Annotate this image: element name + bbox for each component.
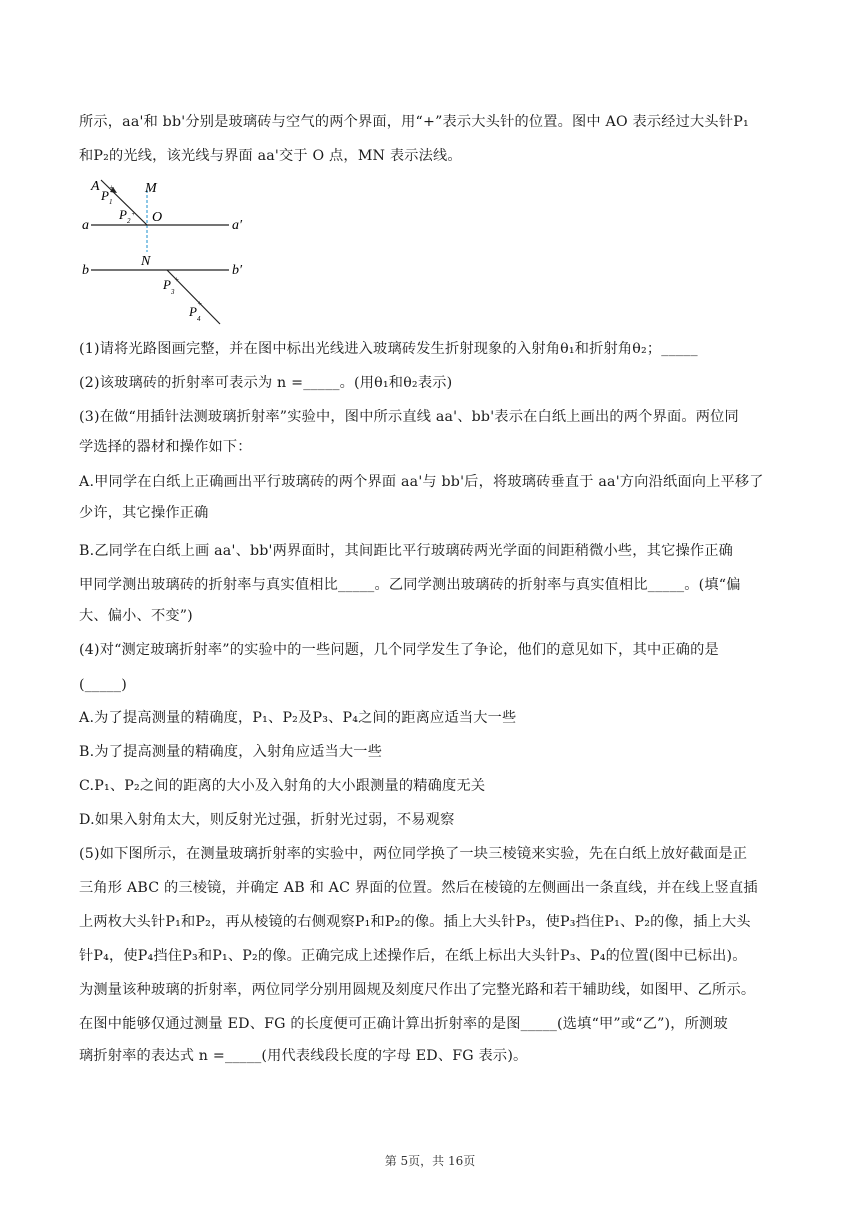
text-line-11: 大、偏小、不变”) xyxy=(79,608,193,624)
page-footer: 第 5页，共 16页 xyxy=(384,1154,476,1168)
label-o: O xyxy=(152,210,163,225)
label-n: N xyxy=(141,254,151,269)
text-line-5: (3)在做“用插针法测玻璃折射率”实验中，图中所示直线 aa'、bb'表示在白纸上画出的两个界面。两位同 xyxy=(79,409,739,425)
text-line-3: (1)请将光路图画完整，并在图中标出光线进入玻璃砖发生折射现象的入射角θ₁和折射角θ₂；_____ xyxy=(79,341,698,357)
text-line-18: (5)如下图所示，在测量玻璃折射率的实验中，两位同学换了一块三棱镜来实验，先在白纸上放好截面是正 xyxy=(79,846,748,862)
text-line-20: 上两枚大头针P₁和P₂，再从棱镜的右侧观察P₁和P₂的像。插上大头针P₃，使P₃挡住P₁、P₂的像，插上大头 xyxy=(79,914,751,930)
label-p1-sub: 1 xyxy=(109,198,113,206)
label-p4-sub: 4 xyxy=(197,315,201,323)
pin-mark-p2: + xyxy=(131,209,137,218)
pin-mark-p4: + xyxy=(197,299,203,308)
text-line-1: 所示，aa'和 bb'分别是玻璃砖与空气的两个界面，用“+”表示大头针的位置。图中 AO 表示经过大头针P₁ xyxy=(79,114,749,130)
text-line-7: A.甲同学在白纸上正确画出平行玻璃砖的两个界面 aa'与 bb'后，将玻璃砖垂直于 aa'方向沿纸面向上平移了 xyxy=(79,474,764,490)
label-p2-sub: 2 xyxy=(127,217,131,225)
label-m: M xyxy=(145,181,157,196)
text-line-10: 甲同学测出玻璃砖的折射率与真实值相比_____。乙同学测出玻璃砖的折射率与真实值相比_____。(填“偏 xyxy=(79,577,741,593)
label-a-point: A xyxy=(91,179,100,194)
text-line-21: 针P₄，使P₄挡住P₃和P₁、P₂的像。正确完成上述操作后，在纸上标出大头针P₃、P₄的位置(图中已标出)。 xyxy=(79,948,747,964)
label-p3: P xyxy=(163,277,171,292)
label-a-right: a′ xyxy=(232,218,243,233)
label-p4: P xyxy=(189,304,197,319)
text-line-13: (_____) xyxy=(79,677,127,693)
pin-mark-p1: + xyxy=(109,183,115,192)
label-p2: P xyxy=(119,207,127,222)
label-a-left: a xyxy=(82,218,89,233)
text-line-19: 三角形 ABC 的三棱镜，并确定 AB 和 AC 界面的位置。然后在棱镜的左侧画出一条直线，并在线上竖直插 xyxy=(79,880,758,896)
text-line-8: 少许，其它操作正确 xyxy=(79,505,209,521)
text-line-22: 为测量该种玻璃的折射率，两位同学分别用圆规及刻度尺作出了完整光路和若干辅助线，如图甲、乙所示。 xyxy=(79,982,756,998)
label-b-right: b′ xyxy=(232,263,243,278)
text-line-17: D.如果入射角太大，则反射光过强，折射光过弱，不易观察 xyxy=(79,812,455,828)
text-line-2: 和P₂的光线，该光线与界面 aa'交于 O 点，MN 表示法线。 xyxy=(79,148,462,164)
text-line-12: (4)对“测定玻璃折射率”的实验中的一些问题，几个同学发生了争论，他们的意见如下，其中正确的是 xyxy=(79,642,719,658)
label-p3-sub: 3 xyxy=(171,288,175,296)
text-line-14: A.为了提高测量的精确度，P₁、P₂及P₃、P₄之间的距离应适当大一些 xyxy=(79,710,517,726)
text-line-24: 璃折射率的表达式 n =_____(用代表线段长度的字母 ED、FG 表示)。 xyxy=(79,1048,528,1064)
label-b-left: b xyxy=(82,263,89,278)
refraction-diagram xyxy=(79,172,259,330)
text-line-9: B.乙同学在白纸上画 aa'、bb'两界面时，其间距比平行玻璃砖两光学面的间距稍微小些，其它操作正确 xyxy=(79,543,734,559)
text-line-15: B.为了提高测量的精确度，入射角应适当大一些 xyxy=(79,744,383,760)
text-line-16: C.P₁、P₂之间的距离的大小及入射角的大小跟测量的精确度无关 xyxy=(79,778,486,794)
pin-mark-p3: + xyxy=(174,275,180,284)
text-line-6: 学选择的器材和操作如下： xyxy=(79,439,252,455)
label-p1: P xyxy=(101,188,109,203)
text-line-4: (2)该玻璃砖的折射率可表示为 n =_____。(用θ₁和θ₂表示) xyxy=(79,375,453,391)
text-line-23: 在图中能够仅通过测量 ED、FG 的长度便可正确计算出折射率的是图_____(选填“甲”或“乙”)，所测玻 xyxy=(79,1016,728,1032)
